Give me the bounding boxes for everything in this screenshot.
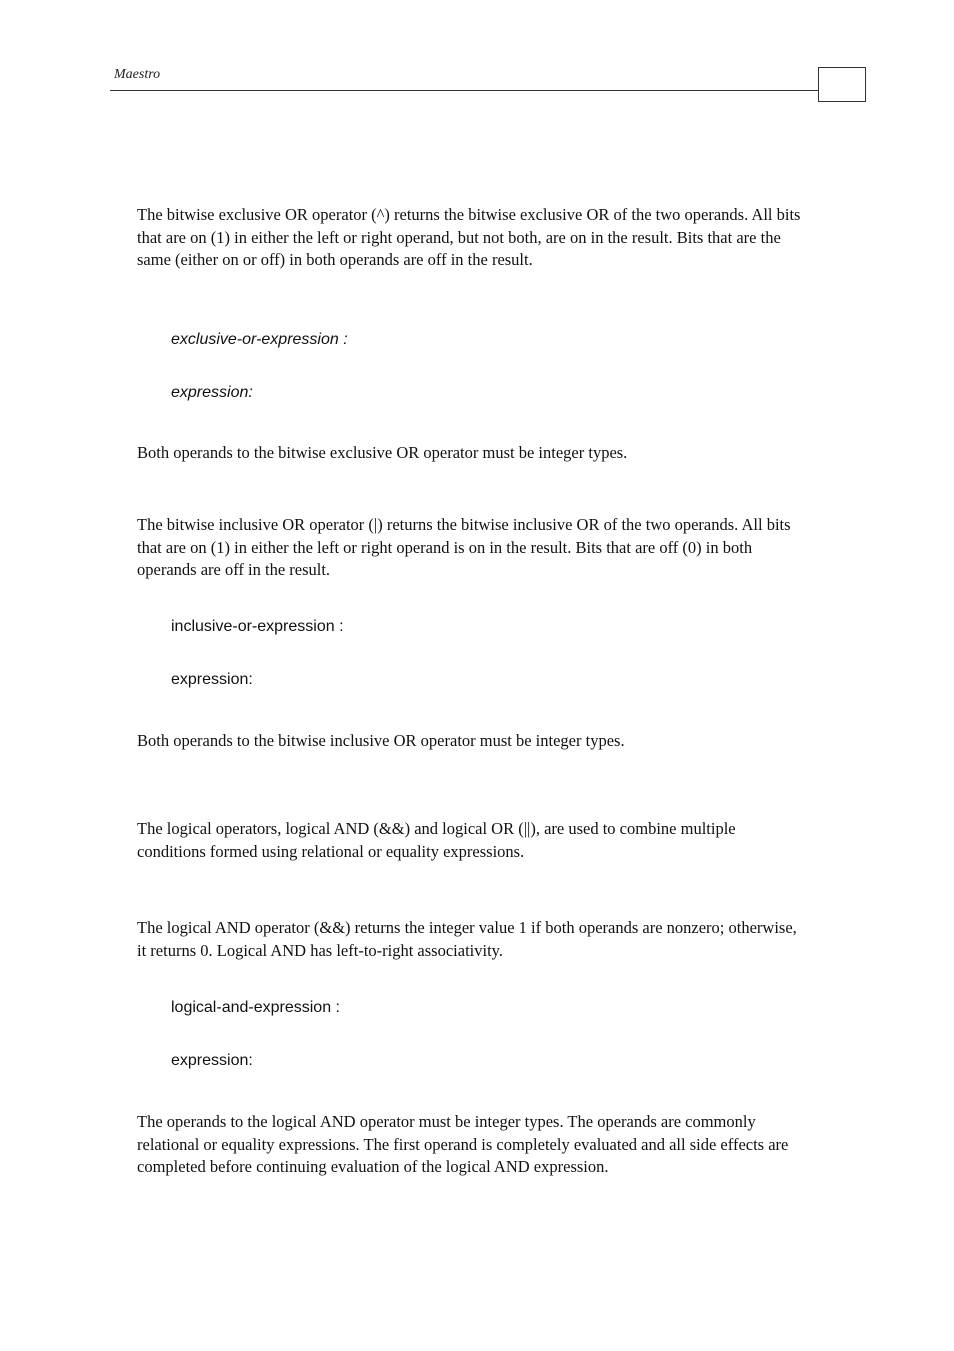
and-note: The operands to the logical AND operator must be integer types. The operands are commonly relational or equality expressions. The first operand is completely evaluated and all side effects are completed before continuing evaluation of the logical AND expression. (137, 1112, 789, 1177)
xor-description: The bitwise exclusive OR operator (^) returns the bitwise exclusive OR of the two operands. All bits that are on (1) in either the left or right operand, but not both, are on in the result. Bits that are the same (either on or off) in both operands are off in the result. (137, 205, 801, 270)
xor-syntax-expression: expression: (171, 384, 253, 401)
and-syntax-heading: logical-and-expression : (171, 999, 340, 1016)
and-description: The logical AND operator (&&) returns the integer value 1 if both operands are nonzero; otherwise, it returns 0. Logical AND has left-to-right associativity. (137, 918, 797, 960)
running-header-title: Maestro (114, 67, 161, 82)
page-number-box (818, 67, 866, 102)
logical-intro: The logical operators, logical AND (&&) and logical OR (||), are used to combine multiple conditions formed using relational or equality expressions. (137, 819, 736, 861)
ior-note: Both operands to the bitwise inclusive OR operator must be integer types. (137, 731, 625, 750)
and-syntax-expression: expression: (171, 1052, 253, 1069)
ior-syntax-heading: inclusive-or-expression : (171, 618, 344, 635)
header-rule (110, 90, 819, 91)
xor-syntax-heading: exclusive-or-expression : (171, 331, 348, 348)
xor-note: Both operands to the bitwise exclusive OR operator must be integer types. (137, 443, 628, 462)
ior-description: The bitwise inclusive OR operator (|) returns the bitwise inclusive OR of the two operands. All bits that are on (1) in either the left or right operand is on in the result. Bits that are off (0) in both operands are off in the result. (137, 515, 791, 580)
ior-syntax-expression: expression: (171, 671, 253, 688)
